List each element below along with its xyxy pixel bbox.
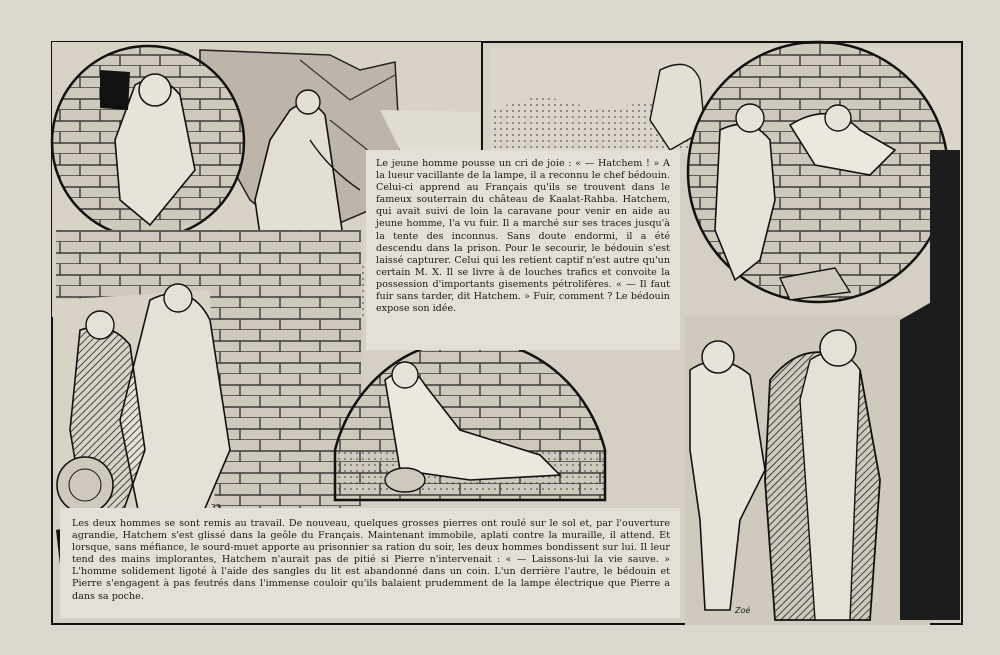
artist-signature: Zoé (735, 606, 751, 615)
caption-top: Le jeune homme pousse un cri de joie : « — Hatchem ! » A la lueur vacillante de la lampe, il a reconnu le chef bédouin. Celui-ci apprend au Français qu'ils se trouvent dans le fameux souterrain du château de Kaalat-Rahba. Hatchem, qui avait suivi de loin la caravane pour venir en aide au jeune homme, l'a vu fuir. Il a marché sur ses traces jusqu'à la tente des inconnus. Sans doute endormi, il a été descendu dans la prison. Pour le secourir, le bédouin s'est laissé capturer. Celui qui les retient captif n'est autre qu'un certain M. X. Il se livre à de louches trafics et convoite la possession d'importants gisements pétrolifères. « — Il faut fuir sans tarder, dit Hatchem. » Fuir, comment ? Le bédouin expose son idée. (366, 150, 680, 350)
caption-bottom: Les deux hommes se sont remis au travail. De nouveau, quelques grosses pierres ont roulé sur le sol et, par l'ouverture agrandie, Hatchem s'est glissé dans la geôle du Français. Maintenant immobile, aplati contre la muraille, il attend. Et lorsque, sans méfiance, le sourd-muet apporte au prisonnier sa ration du soir, les deux hommes bondissent sur lui. Il leur tend des mains implorantes, Hatchem n'aurait pas de pitié si Pierre n'intervenait : « — Laissons-lui la vie sauve. » L'homme solidement ligoté à l'aide des sangles du lit est abandonné dans un coin. L'un derrière l'autre, le bédouin et Pierre s'engagent à pas feutrés dans l'immense couloir qu'ils balaient prudemment de la lampe électrique que Pierre a dans sa poche. (60, 508, 680, 618)
panel-bottom-right (685, 300, 935, 625)
